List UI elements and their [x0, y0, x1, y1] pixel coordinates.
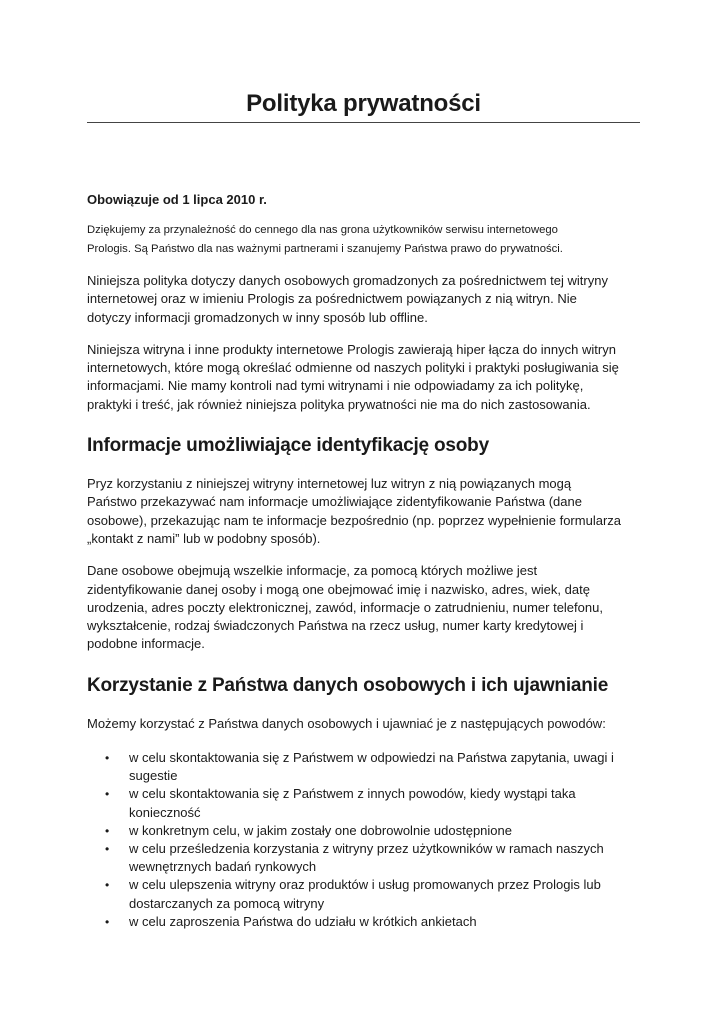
text-line: w celu ulepszenia witryny oraz produktów i usług promowanych przez Prologis lub — [129, 877, 601, 893]
text-line: wykształcenie, rodzaj świadczonych Państwa na rzecz usług, numer karty kredytowej i — [87, 618, 584, 634]
text-line: osobowe), przekazując nam te informacje bezpośrednio (np. poprzez wypełnienie formularza — [87, 512, 621, 528]
identification-paragraph-2 — [87, 562, 640, 653]
text-line: dotyczy informacji gromadzonych w inny sposób lub offline. — [87, 309, 428, 325]
text-line: „kontakt z nami” lub w podobny sposób). — [87, 530, 321, 546]
text-line: w celu zaproszenia Państwa do udziału w krótkich ankietach — [129, 913, 477, 929]
identification-paragraph-1 — [87, 475, 640, 548]
title-divider — [87, 122, 640, 123]
text-line: Pryz korzystaniu z niniejszej witryny internetowej luz witryn z nią powiązanych mogą — [87, 476, 572, 492]
text-line: dostarczanych za pomocą witryny — [129, 895, 325, 911]
text-line: sugestie — [129, 768, 178, 784]
bullet-icon: • — [105, 823, 110, 838]
section-heading-identification: Informacje umożliwiające identyfikację osoby — [87, 435, 489, 457]
text-line: internetowych, które mogą określać odmienne od naszych polityki i praktyki posługiwania się — [87, 360, 619, 376]
thanks-paragraph — [87, 221, 640, 259]
page-title: Polityka prywatności — [246, 90, 481, 117]
text-line: Dziękujemy za przynależność do cennego dla nas grona użytkowników serwisu internetowego — [87, 224, 558, 236]
usage-reasons-list — [87, 749, 640, 931]
text-line: internetowej oraz w imieniu Prologis za pośrednictwem powiązanych z nią witryn. Nie — [87, 291, 577, 307]
document-page — [87, 0, 640, 931]
text-line: podobne informacje. — [87, 636, 205, 652]
text-line: zidentyfikowanie danej osoby i mogą one obejmować imię i nazwisko, adres, wiek, datę — [87, 581, 590, 597]
text-line: Prologis. Są Państwo dla nas ważnymi partnerami i szanujemy Państwa prawo do prywatności. — [87, 243, 563, 255]
text-line: konieczność — [129, 804, 201, 820]
section-heading-usage: Korzystanie z Państwa danych osobowych i ich ujawnianie — [87, 674, 609, 696]
list-item — [87, 822, 640, 840]
text-line: Państwo przekazywać nam informacje umożliwiające zidentyfikowanie Państwa (dane — [87, 494, 582, 510]
usage-intro: Możemy korzystać z Państwa danych osobowych i ujawniać je z następujących powodów: — [87, 715, 606, 731]
text-line: w konkretnym celu, w jakim zostały one dobrowolnie udostępnione — [129, 822, 512, 838]
bullet-icon: • — [105, 842, 110, 857]
bullet-icon: • — [105, 787, 110, 802]
text-line: Niniejsza witryna i inne produkty internetowe Prologis zawierają hiper łącza do innych witryn — [87, 341, 616, 357]
intro-paragraph-scope — [87, 272, 640, 327]
list-item — [87, 913, 640, 931]
text-line: praktyki i treść, jak również niniejsza polityka prywatności nie ma do nich zastosowania. — [87, 396, 591, 412]
bullet-icon: • — [105, 751, 110, 766]
text-line: urodzenia, adres poczty elektronicznej, zawód, informacje o zatrudnieniu, numer telefonu, — [87, 599, 603, 615]
text-line: w celu skontaktowania się z Państwem z innych powodów, kiedy wystąpi taka — [129, 786, 576, 802]
text-line: w celu skontaktowania się z Państwem w odpowiedzi na Państwa zapytania, uwagi i — [129, 750, 614, 766]
text-line: w celu prześledzenia korzystania z witryny przez użytkowników w ramach naszych — [129, 841, 604, 857]
intro-paragraph-links — [87, 341, 640, 414]
bullet-icon: • — [105, 878, 110, 893]
bullet-icon: • — [105, 914, 110, 929]
text-line: informacjami. Nie mamy kontroli nad tymi witrynami i nie odpowiadamy za ich politykę, — [87, 378, 584, 394]
list-item — [87, 749, 640, 785]
list-item — [87, 876, 640, 912]
text-line: Dane osobowe obejmują wszelkie informacje, za pomocą których możliwe jest — [87, 563, 538, 579]
list-item — [87, 785, 640, 821]
list-item — [87, 840, 640, 876]
effective-date: Obowiązuje od 1 lipca 2010 r. — [87, 192, 267, 207]
text-line: wewnętrznych badań rynkowych — [129, 859, 317, 875]
text-line: Niniejsza polityka dotyczy danych osobowych gromadzonych za pośrednictwem tej witryny — [87, 273, 608, 288]
